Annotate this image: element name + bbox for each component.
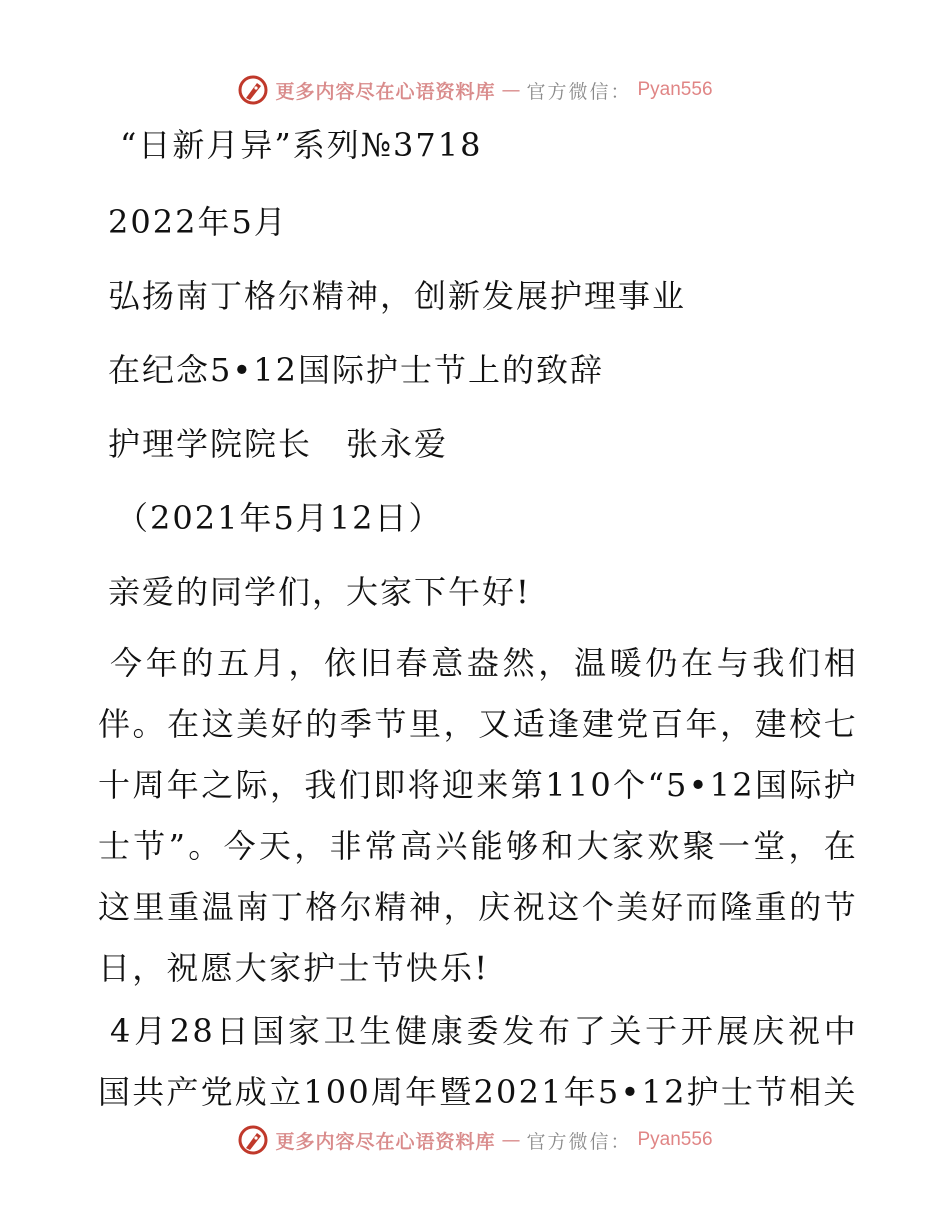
date-line: 2022年5月 <box>108 203 288 241</box>
title-line: 弘扬南丁格尔精神，创新发展护理事业 <box>108 277 687 315</box>
watermark-dash: — <box>501 79 521 101</box>
watermark-text: 更多内容尽在心语资料库 <box>275 1130 496 1153</box>
greeting-line: 亲爱的同学们，大家下午好! <box>108 573 531 611</box>
watermark-id: Pyan556 <box>637 1129 713 1150</box>
author-line: 护理学院院长 张永爱 <box>108 425 449 463</box>
watermark-official: 官方微信： <box>526 1130 632 1153</box>
watermark-id: Pyan556 <box>637 79 713 100</box>
speech-date-line: （2021年5月12日） <box>116 499 443 537</box>
subtitle-line: 在纪念5•12国际护士节上的致辞 <box>108 351 604 389</box>
paragraph-2: 4月28日国家卫生健康委发布了关于开展庆祝中国共产党成立100周年暨2021年5•12护士节相关 <box>98 1012 858 1111</box>
watermark-header <box>0 72 950 108</box>
watermark-dash: — <box>501 1129 521 1151</box>
watermark-footer <box>0 1122 950 1158</box>
paragraph-1: 今年的五月，依旧春意盎然，温暖仍在与我们相伴。在这美好的季节里，又适逢建党百年，建校七十周年之际，我们即将迎来第110个“5•12国际护士节”。今天，非常高兴能够和大家欢聚一堂，在这里重温南丁格尔精神，庆祝这个美好而隆重的节日，祝愿大家护士节快乐! <box>98 644 858 987</box>
series-line: “日新月异”系列№3718 <box>120 126 483 164</box>
pen-nib-icon <box>237 1124 269 1156</box>
watermark-text: 更多内容尽在心语资料库 <box>275 80 496 103</box>
watermark-official: 官方微信： <box>526 80 632 103</box>
pen-nib-icon <box>237 74 269 106</box>
